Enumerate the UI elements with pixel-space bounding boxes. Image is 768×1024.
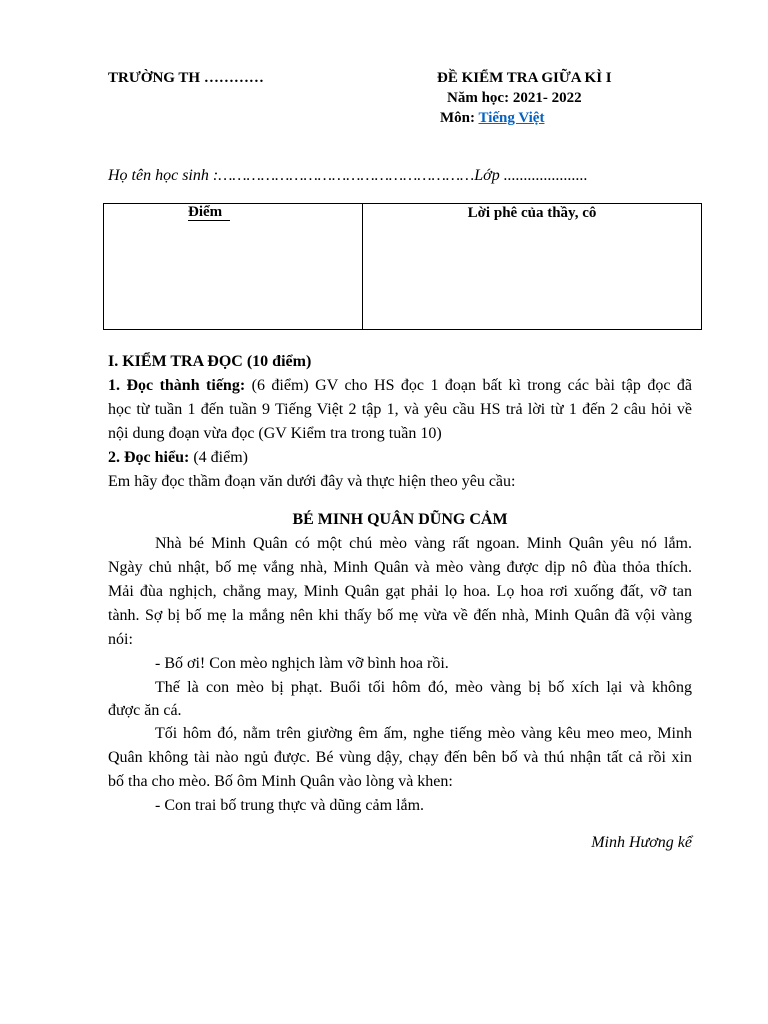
reading-aloud-label: 1. Đọc thành tiếng:: [108, 377, 246, 394]
subject-label: Môn:: [440, 110, 475, 126]
story-line: - Con trai bố trung thực và dũng cảm lắm.: [155, 797, 425, 814]
school-year: Năm học: 2021- 2022: [447, 90, 582, 106]
story-line: Tối hôm đó, nằm trên giường êm ấm, nghe tiếng mèo vàng kêu meo meo, Minh: [155, 725, 692, 742]
story-line: Nhà bé Minh Quân có một chú mèo vàng rất ngoan. Minh Quân yêu nó lắm.: [155, 535, 692, 552]
score-header: Điểm: [188, 204, 230, 221]
school-name: TRƯỜNG TH …………: [108, 70, 264, 86]
subject-line: [440, 108, 544, 128]
comprehension-line: [108, 446, 692, 470]
story-line: - Bố ơi! Con mèo nghịch làm vỡ bình hoa rồi.: [155, 655, 449, 672]
story-line: Ngày chủ nhật, bố mẹ vắng nhà, Minh Quân và mèo vàng được dịp nô đùa thỏa thích.: [108, 559, 692, 576]
teacher-comment-cell: [363, 204, 701, 329]
reading-aloud-line: [108, 374, 692, 398]
story-line: Thế là con mèo bị phạt. Buổi tối hôm đó, mèo vàng bị bố xích lại và không: [155, 679, 692, 696]
story-line: nói:: [108, 631, 133, 648]
story-line: Mải đùa nghịch, chẳng may, Minh Quân gạt phải lọ hoa. Lọ hoa rơi xuống đất, vỡ tan: [108, 583, 692, 600]
teacher-comment-header: Lời phê của thầy, cô: [467, 205, 597, 221]
story-author: Minh Hương kể: [591, 834, 692, 851]
comprehension-points: (4 điểm): [193, 449, 248, 466]
story-title: BÉ MINH QUÂN DŨNG CẢM: [292, 511, 508, 528]
story-line: bố tha cho mèo. Bố ôm Minh Quân vào lòng và khen:: [108, 773, 453, 790]
student-info-line: [108, 164, 692, 188]
section-title: I. KIỂM TRA ĐỌC (10 điểm): [108, 353, 312, 370]
score-cell: [104, 204, 363, 329]
story-line: tành. Sợ bị bố mẹ la mắng nên khi thấy bố mẹ vừa về đến nhà, Minh Quân đã vội vàng: [108, 607, 692, 624]
reading-aloud-text: (6 điểm) GV cho HS đọc 1 đoạn bất kì trong các bài tập đọc đã: [251, 377, 693, 394]
reading-aloud-line: học từ tuần 1 đến tuần 9 Tiếng Việt 2 tập 1, và yêu cầu HS trả lời từ 1 đến 2 câu hỏi về: [108, 401, 692, 418]
score-table: [103, 203, 702, 330]
student-name-field: Họ tên học sinh :………………………………………………: [108, 167, 475, 184]
exam-title: ĐỀ KIỂM TRA GIỮA KÌ I: [437, 70, 612, 86]
subject-link[interactable]: Tiếng Việt: [478, 110, 545, 126]
story-line: được ăn cá.: [108, 702, 182, 719]
reading-aloud-line: nội dung đoạn vừa đọc (GV Kiểm tra trong tuần 10): [108, 425, 442, 442]
student-class-field: Lớp .....................: [474, 167, 588, 184]
comprehension-label: 2. Đọc hiểu:: [108, 449, 190, 466]
story-line: Quân không tài nào ngủ được. Bé vùng dậy, chạy đến bên bố và thú nhận tất cả rồi xin: [108, 749, 692, 766]
instruction-line: Em hãy đọc thầm đoạn văn dưới đây và thực hiện theo yêu cầu:: [108, 473, 516, 490]
